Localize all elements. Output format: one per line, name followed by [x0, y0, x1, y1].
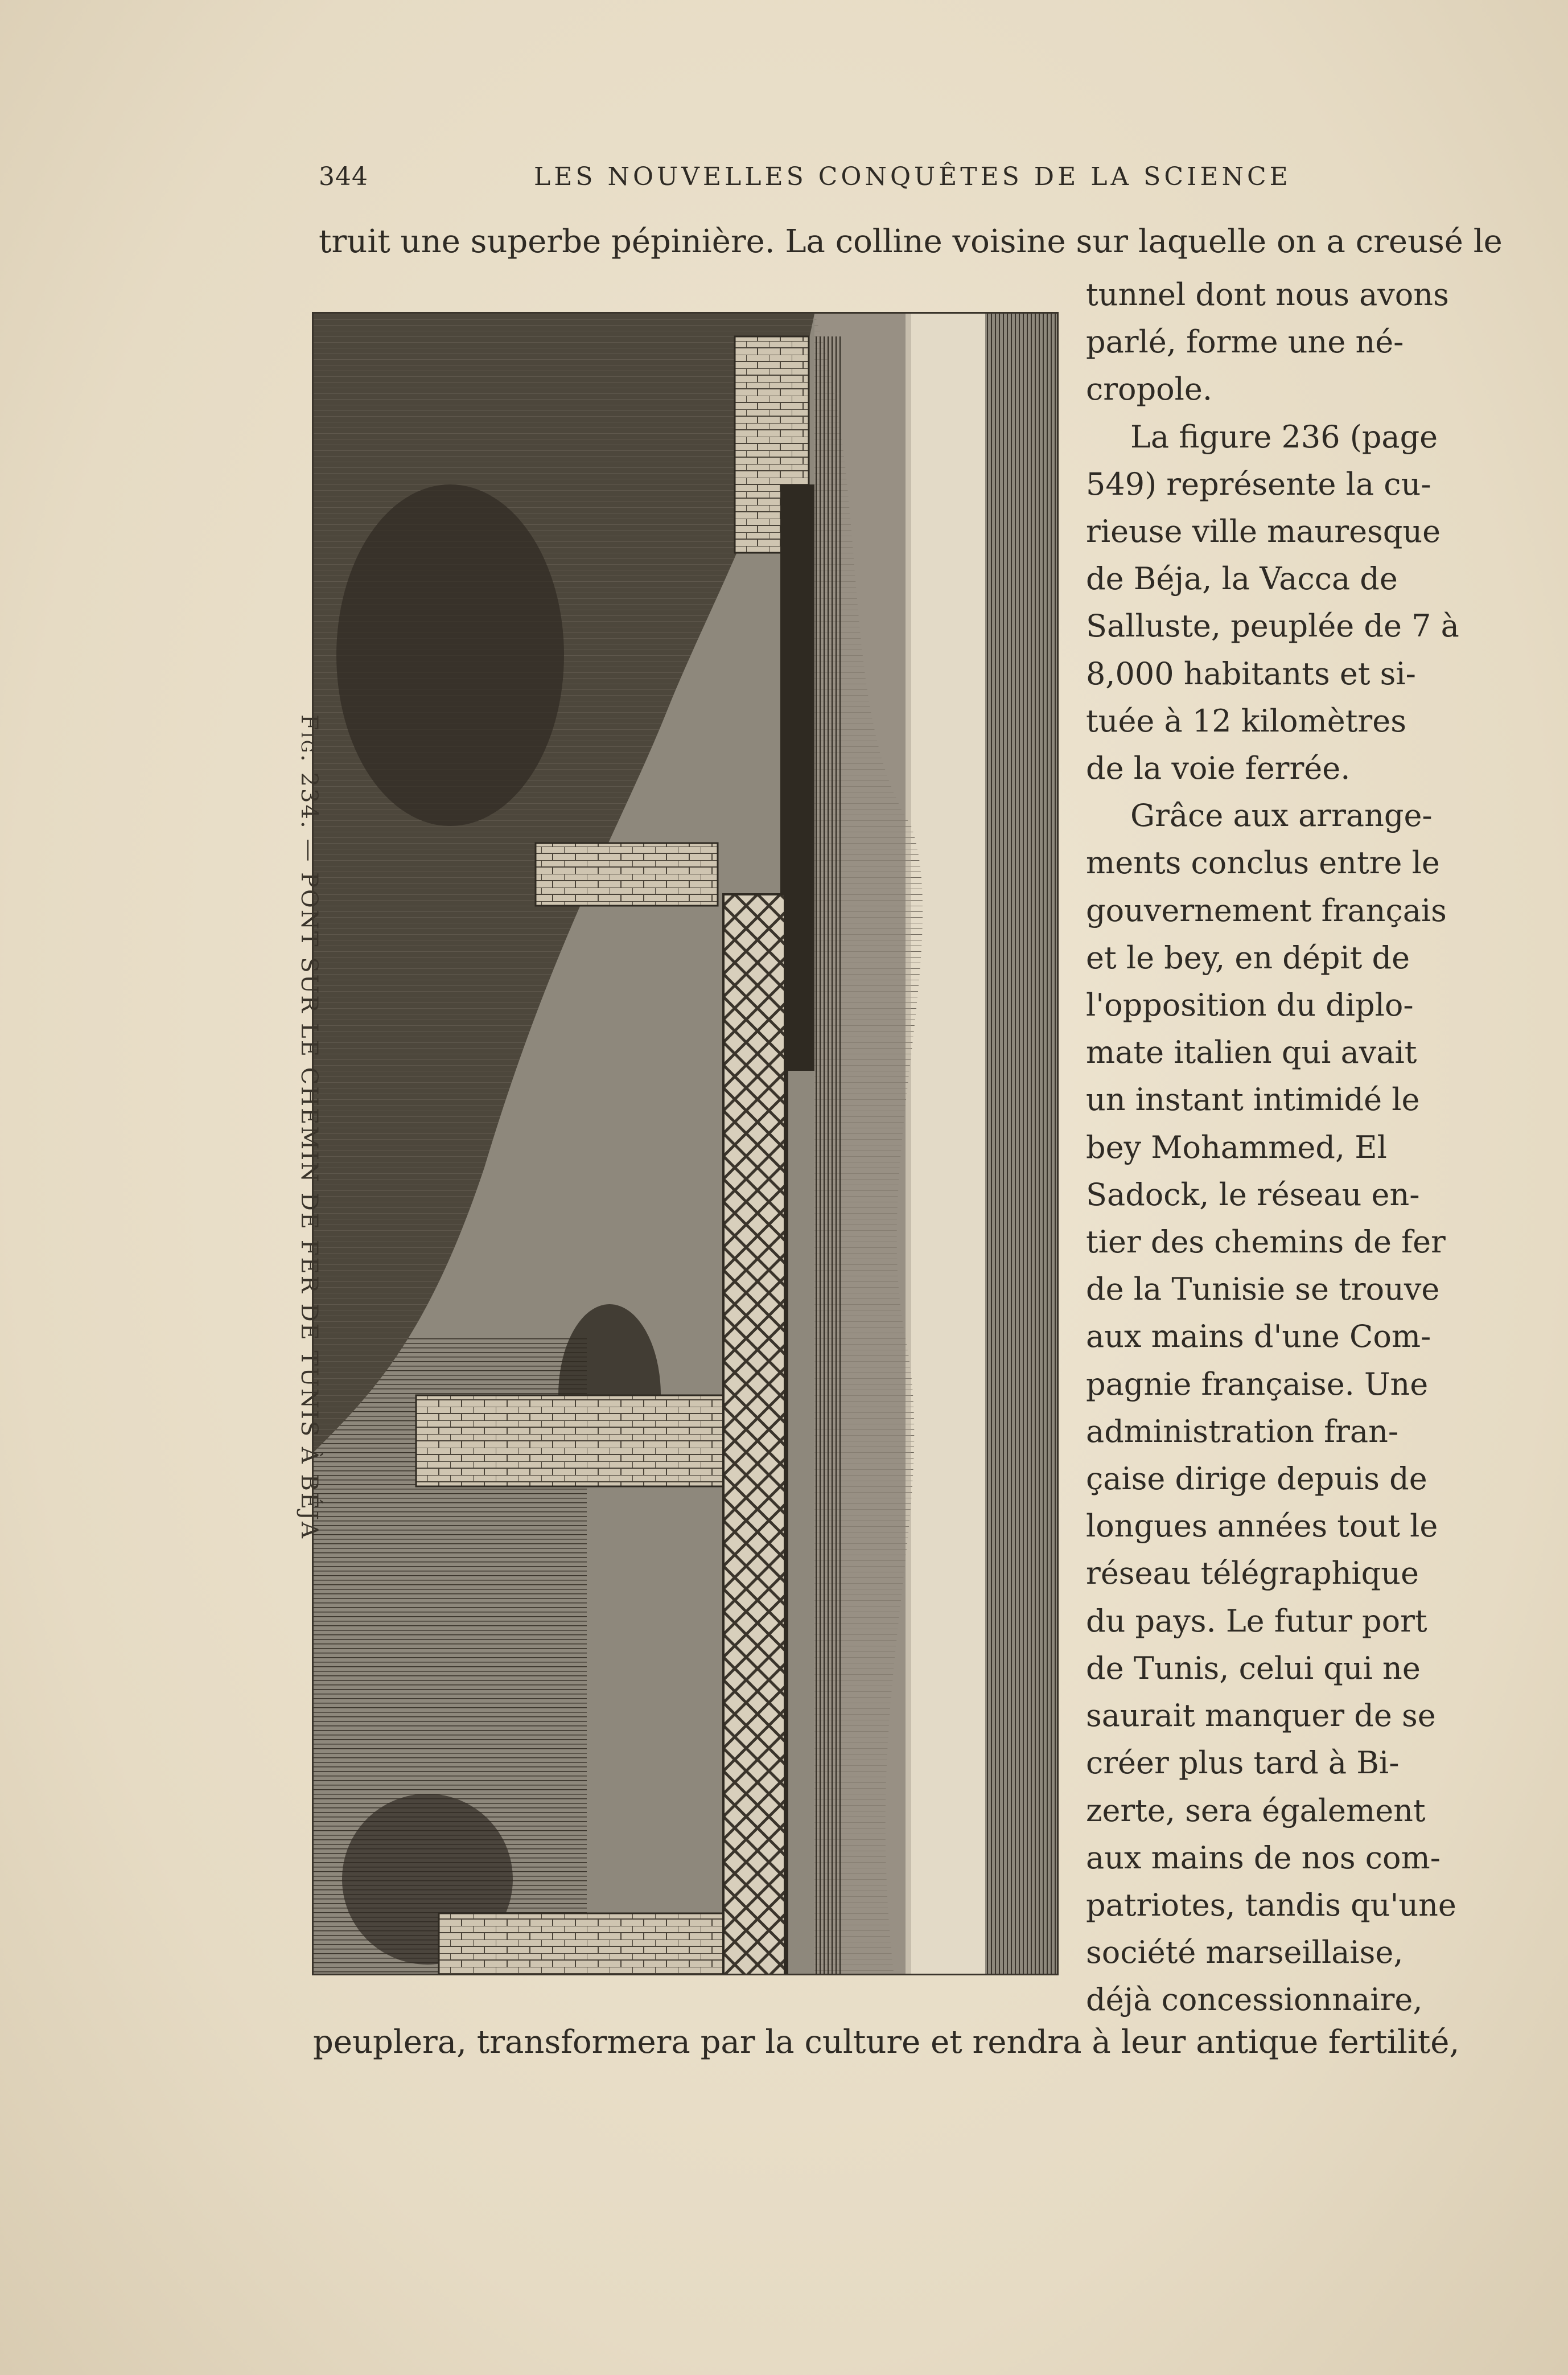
paragraph-last-line: peuplera, transformera par la culture et rendra à leur antique fertilité,: [313, 2024, 1460, 2061]
text-line: de la Tunisie se trouve: [1086, 1271, 1440, 1308]
text-line: aux mains d'une Com-: [1086, 1318, 1431, 1355]
text-line: un instant intimidé le: [1086, 1082, 1420, 1118]
running-head: [319, 162, 1291, 202]
text-line: déjà concessionnaire,: [1086, 1982, 1423, 2018]
text-line: de la voie ferrée.: [1086, 750, 1351, 787]
engraving-figure: [312, 312, 1059, 1975]
text-line: Salluste, peuplée de 7 à: [1086, 608, 1459, 644]
figure-caption-text: — PONT SUR LE CHEMIN DE FER DE TUNIS À BÉJA: [296, 839, 322, 1540]
text-line: l'opposition du diplo-: [1086, 987, 1414, 1024]
text-line: administration fran-: [1086, 1413, 1399, 1449]
running-title: LES NOUVELLES CONQUÊTES DE LA SCIENCE: [534, 162, 1291, 191]
text-line: La figure 236 (page: [1130, 418, 1438, 455]
text-line: réseau télégraphique: [1086, 1555, 1419, 1592]
text-line: ments conclus entre le: [1086, 845, 1440, 881]
text-line: 549) représente la cu-: [1086, 466, 1431, 502]
page-number: 344: [319, 162, 368, 191]
text-line: créer plus tard à Bi-: [1086, 1745, 1400, 1781]
text-line: Grâce aux arrange-: [1130, 798, 1433, 834]
text-line: 8,000 habitants et si-: [1086, 655, 1416, 692]
text-line: longues années tout le: [1086, 1508, 1438, 1544]
text-line: gouvernement français: [1086, 892, 1447, 928]
text-line: mate italien qui avait: [1086, 1034, 1417, 1071]
text-line: tunnel dont nous avons: [1086, 277, 1449, 313]
text-line: rieuse ville mauresque: [1086, 513, 1441, 550]
paragraph-first-line: truit une superbe pépinière. La colline voisine sur laquelle on a creusé le: [319, 223, 1503, 260]
text-line: saurait manquer de se: [1086, 1698, 1436, 1734]
text-line: patriotes, tandis qu'une: [1086, 1887, 1456, 1923]
text-line: zerte, sera également: [1086, 1792, 1426, 1828]
text-line: cropole.: [1086, 371, 1213, 408]
text-line: de Tunis, celui qui ne: [1086, 1650, 1421, 1686]
text-line: de Béja, la Vacca de: [1086, 561, 1398, 597]
figure-caption: [296, 714, 322, 1540]
text-line: çaise dirige depuis de: [1086, 1461, 1427, 1497]
text-line: société marseillaise,: [1086, 1934, 1404, 1971]
bridge-engraving-illustration: [314, 314, 1059, 1975]
text-line: tuée à 12 kilomètres: [1086, 702, 1406, 739]
text-line: et le bey, en dépit de: [1086, 939, 1410, 976]
text-line: aux mains de nos com-: [1086, 1839, 1441, 1876]
text-line: du pays. Le futur port: [1086, 1602, 1427, 1639]
text-line: Sadock, le réseau en-: [1086, 1176, 1420, 1213]
figure-label: Fig. 234.: [296, 714, 322, 830]
text-column: [1086, 271, 1459, 2024]
text-line: parlé, forme une né-: [1086, 324, 1404, 360]
text-line: tier des chemins de fer: [1086, 1224, 1446, 1260]
text-line: bey Mohammed, El: [1086, 1129, 1387, 1165]
text-line: pagnie française. Une: [1086, 1366, 1429, 1402]
